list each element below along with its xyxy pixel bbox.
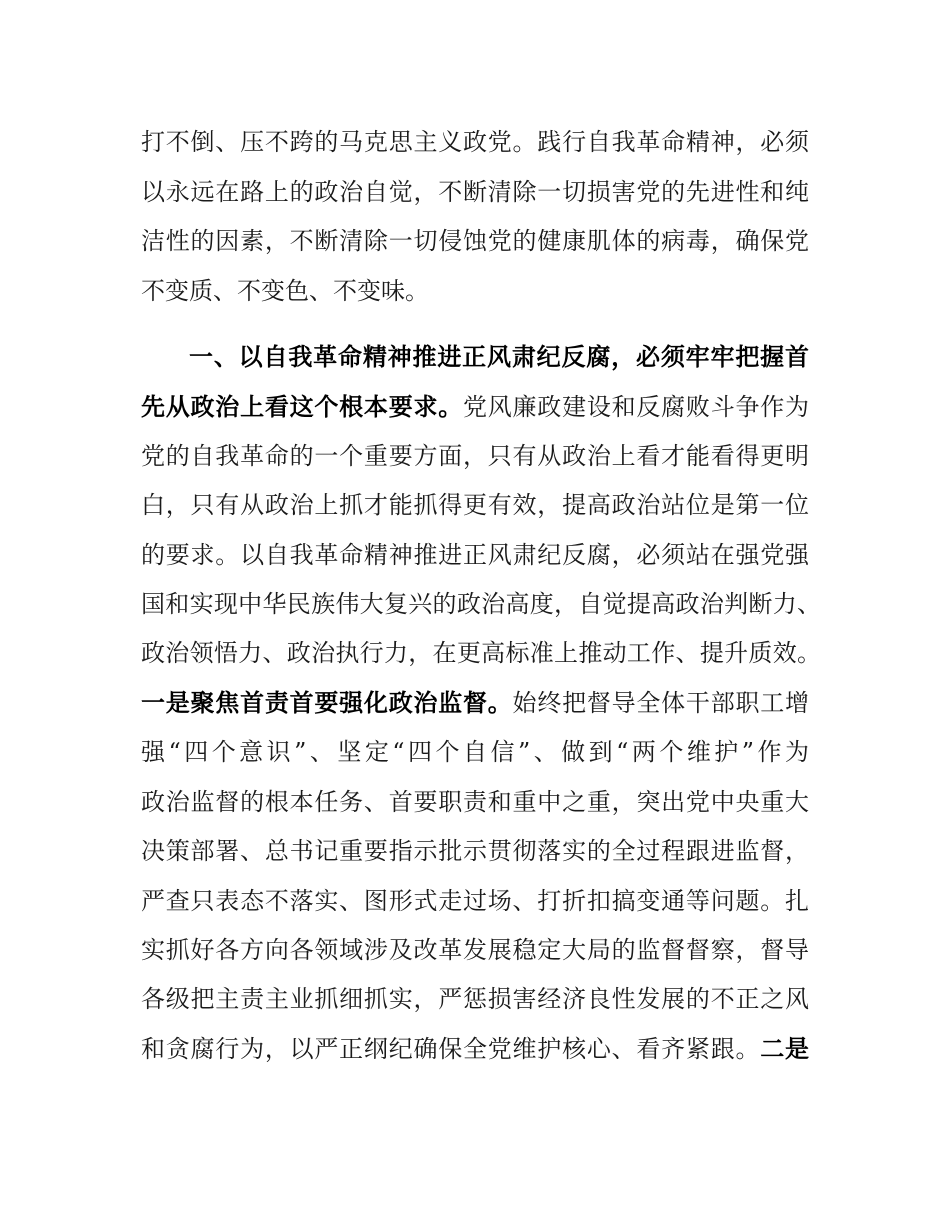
section-one-line-3: 党的自我革命的一个重要方面，只有从政治上看才能看得更明 [141,442,809,470]
point-one-line-4: 决策部署、总书记重要指示批示贯彻落实的全过程跟进监督， [141,837,809,865]
point-two-heading-start: 二是 [760,1034,810,1063]
intro-line-1: 打不倒、压不跨的马克思主义政党。践行自我革命精神，必须 [141,128,809,156]
point-one-heading: 一是聚焦首责首要强化政治监督。 [141,688,513,717]
section-one-line-2 [141,392,809,422]
point-one-line-1-text: 始终把督导全体干部职工增 [512,689,810,717]
point-one-line-7: 各级把主责主业抓细抓实，严惩损害经济良性发展的不正之风 [141,985,809,1013]
section-one-line-6: 国和实现中华民族伟大复兴的政治高度，自觉提高政治判断力、 [141,590,821,618]
intro-line-2: 以永远在路上的政治自觉，不断清除一切损害党的先进性和纯 [141,178,809,206]
section-one-heading-part-2: 先从政治上看这个根本要求。 [141,392,463,421]
section-one-line-5: 的要求。以自我革命精神推进正风肃纪反腐，必须站在强党强 [141,541,809,569]
intro-line-4: 不变质、不变色、不变味。 [141,277,429,305]
point-one-line-6: 实抓好各方向各领域涉及改革发展稳定大局的监督督察，督导 [141,936,809,964]
section-one-line-4: 白，只有从政治上抓才能抓得更有效，提高政治站位是第一位 [141,491,809,519]
section-one-line-7: 政治领悟力、政治执行力，在更高标准上推动工作、提升质效。 [141,639,821,667]
point-one-line-5: 严查只表态不落实、图形式走过场、打折扣搞变通等问题。扎 [141,887,809,915]
point-one-line-2: 强“四个意识”、坚定“四个自信”、做到“两个维护”作为 [141,738,809,766]
point-one-line-3: 政治监督的根本任务、首要职责和重中之重，突出党中央重大 [141,788,809,816]
point-one-line-1 [141,688,809,718]
section-one-line-2-text: 党风廉政建设和反腐败斗争作为 [463,393,809,421]
point-one-line-8-text: 和贪腐行为，以严正纲纪确保全党维护核心、看齐紧跟。 [141,1035,761,1063]
point-one-line-8 [141,1034,809,1064]
intro-line-3: 洁性的因素，不断清除一切侵蚀党的健康肌体的病毒，确保党 [141,227,809,255]
section-one-heading-line-1: 一、以自我革命精神推进正风肃纪反腐，必须牢牢把握首 [189,342,809,371]
